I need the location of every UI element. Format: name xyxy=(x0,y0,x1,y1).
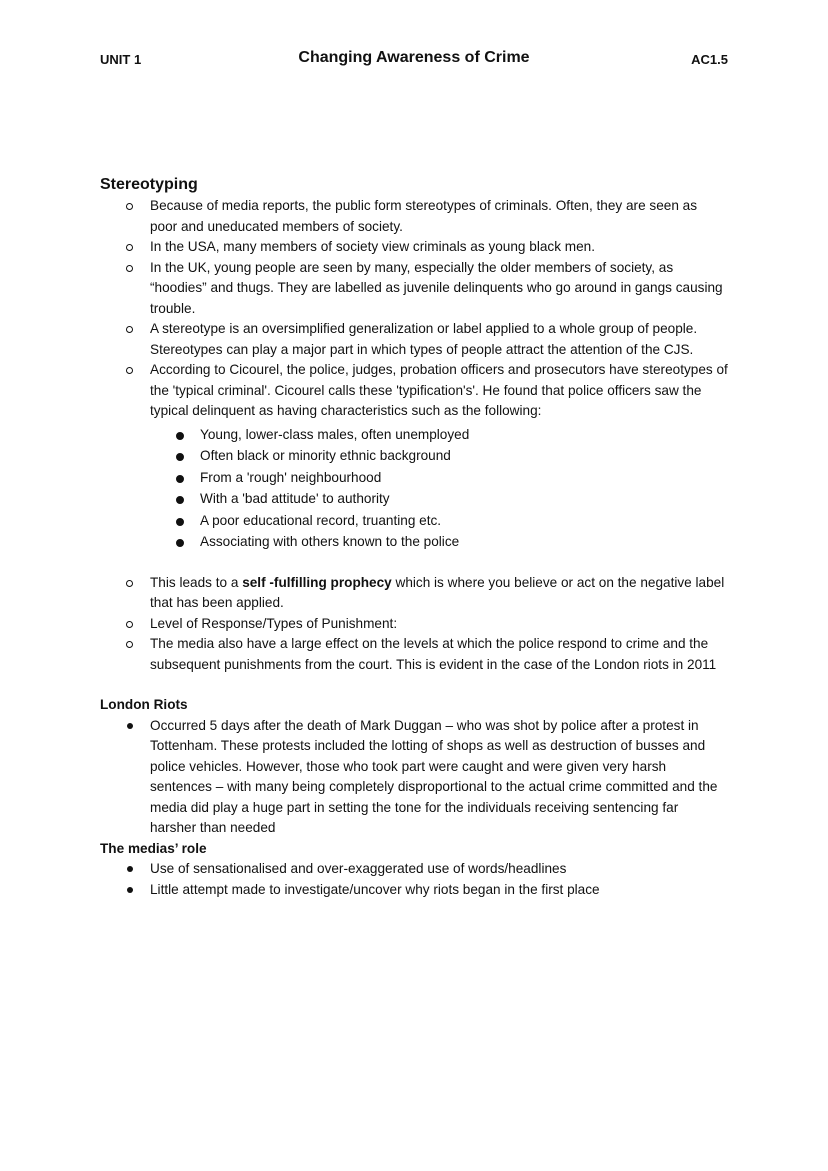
hollow-bullet-icon xyxy=(126,244,133,251)
characteristic-text: Associating with others known to the police xyxy=(200,534,460,549)
characteristic-item xyxy=(150,488,728,510)
characteristic-text: Often black or minority ethnic background xyxy=(200,448,451,463)
list-item-text: A stereotype is an oversimplified generalization or label applied to a whole group of people. Stereotypes can play a major part in which types of people attract the attention of the CJS. xyxy=(150,321,698,357)
list-item xyxy=(100,859,728,880)
prophecy-lead: This leads to a xyxy=(150,574,243,590)
list-item xyxy=(100,196,728,237)
list-item xyxy=(100,573,728,614)
stereotyping-heading: Stereotyping xyxy=(100,176,198,193)
list-item xyxy=(100,237,728,258)
characteristic-item xyxy=(150,510,728,532)
list-item xyxy=(100,258,728,320)
media-role-list xyxy=(100,859,728,900)
list-item-text: In the USA, many members of society view criminals as young black men. xyxy=(150,239,595,254)
list-item xyxy=(100,880,728,901)
list-item xyxy=(100,716,728,839)
assessment-code: AC1.5 xyxy=(691,52,728,67)
characteristic-item xyxy=(150,467,728,489)
bullet-icon xyxy=(176,539,184,547)
list-item xyxy=(100,319,728,360)
characteristic-item xyxy=(150,424,728,446)
stereotyping-list xyxy=(100,196,728,553)
hollow-bullet-icon xyxy=(126,367,133,374)
document-body xyxy=(100,174,728,900)
characteristics-list xyxy=(150,424,728,553)
stereotyping-list-continued xyxy=(100,573,728,676)
key-term: self -fulfilling prophecy xyxy=(242,574,392,590)
london-riots-heading: London Riots xyxy=(100,697,188,712)
list-item xyxy=(100,360,728,553)
characteristic-text: Young, lower-class males, often unemployed xyxy=(200,426,470,442)
list-item-text: The media also have a large effect on the levels at which the police respond to crime and the subsequent punishments from the court. This is evident in the case of the London riots in 2011 xyxy=(150,636,717,672)
bullet-icon xyxy=(127,723,133,729)
characteristic-text: From a 'rough' neighbourhood xyxy=(200,469,382,485)
hollow-bullet-icon xyxy=(126,621,133,628)
characteristic-text: A poor educational record, truanting etc. xyxy=(200,512,442,528)
bullet-icon xyxy=(176,496,184,504)
characteristic-item xyxy=(150,531,728,553)
riots-list xyxy=(100,716,728,839)
bullet-icon xyxy=(176,475,184,483)
bullet-icon xyxy=(176,432,184,440)
bullet-icon xyxy=(127,887,133,893)
hollow-bullet-icon xyxy=(126,326,133,333)
hollow-bullet-icon xyxy=(126,265,133,272)
spacer xyxy=(100,675,728,695)
list-item-text: Because of media reports, the public form stereotypes of criminals. Often, they are seen as poor and uneducated members of society. xyxy=(150,198,698,234)
media-role-heading: The medias’ role xyxy=(100,840,207,856)
list-item-text: In the UK, young people are seen by many, especially the older members of society, as “hoodies” and thugs. They are labelled as juvenile delinquents who go around in gangs causing trouble. xyxy=(150,259,723,316)
list-item-text: According to Cicourel, the police, judges, probation officers and prosecutors have stereotypes of the 'typical criminal'. Cicourel calls these 'typification's'. He found that police officers saw the typical delinquent as having characteristics such as the following: xyxy=(150,362,728,418)
prophecy-rest: which is where you believe or act on the negative label that has been applied. xyxy=(150,574,725,610)
list-item-text: Little attempt made to investigate/uncover why riots began in the first place xyxy=(150,881,600,897)
bullet-icon xyxy=(176,518,184,526)
list-item-text: Occurred 5 days after the death of Mark Duggan – who was shot by police after a protest in Tottenham. These protests included the lotting of shops as well as destruction of busses and police vehicles. However, those who took part were caught and were given very harsh sentences – with many being completely disproportional to the actual crime committed and the media did play a huge part in setting the tone for the individuals receiving sentencing far harsher than needed xyxy=(150,717,718,835)
spacer xyxy=(100,553,728,573)
list-item-text: Use of sensationalised and over-exaggerated use of words/headlines xyxy=(150,861,567,876)
hollow-bullet-icon xyxy=(126,641,133,648)
characteristic-item xyxy=(150,445,728,467)
characteristic-text: With a 'bad attitude' to authority xyxy=(200,491,390,506)
list-item-text: Level of Response/Types of Punishment: xyxy=(150,615,398,631)
list-item xyxy=(100,614,728,635)
unit-label: UNIT 1 xyxy=(100,52,142,67)
page-header xyxy=(100,49,728,73)
bullet-icon xyxy=(127,866,133,872)
bullet-icon xyxy=(176,453,184,461)
list-item xyxy=(100,634,728,675)
hollow-bullet-icon xyxy=(126,203,133,210)
document-title: Changing Awareness of Crime xyxy=(298,49,530,66)
hollow-bullet-icon xyxy=(126,580,133,587)
